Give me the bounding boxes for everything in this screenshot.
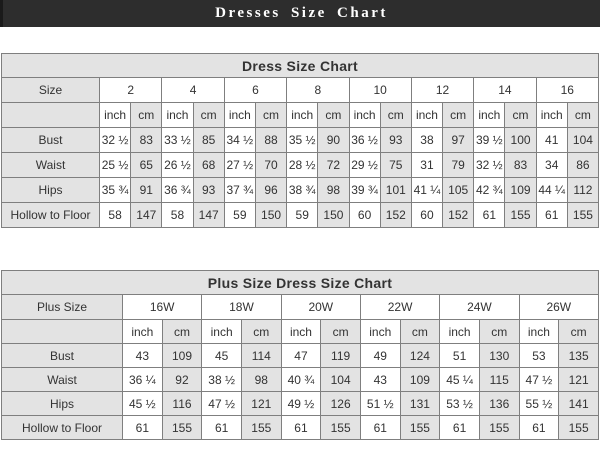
size-value: 2 (100, 78, 162, 103)
measurement-value-cm: 114 (241, 344, 281, 368)
measurement-value-cm: 104 (321, 368, 361, 392)
unit-row-spacer (2, 103, 100, 128)
measurement-row (2, 416, 599, 440)
measurement-value-inch: 45 ¼ (440, 368, 480, 392)
measurement-value-cm: 72 (318, 153, 349, 178)
measurement-label: Hips (2, 392, 123, 416)
unit-label-cm: cm (255, 103, 286, 128)
measurement-value-cm: 112 (567, 178, 598, 203)
measurement-value-cm: 109 (162, 344, 202, 368)
page-header-bar (0, 0, 600, 27)
size-value: 4 (162, 78, 224, 103)
measurement-value-cm: 109 (505, 178, 536, 203)
size-value: 16W (123, 295, 202, 320)
unit-label-inch: inch (536, 103, 567, 128)
measurement-value-inch: 29 ½ (349, 153, 380, 178)
measurement-value-inch: 61 (123, 416, 163, 440)
measurement-value-cm: 92 (162, 368, 202, 392)
measurement-value-inch: 59 (287, 203, 318, 228)
measurement-value-cm: 75 (380, 153, 411, 178)
measurement-value-inch: 39 ½ (474, 128, 505, 153)
measurement-value-cm: 124 (400, 344, 440, 368)
unit-label-inch: inch (162, 103, 193, 128)
unit-label-inch: inch (349, 103, 380, 128)
measurement-value-inch: 47 ½ (519, 368, 559, 392)
measurement-value-cm: 88 (255, 128, 286, 153)
measurement-value-inch: 36 ½ (349, 128, 380, 153)
measurement-value-inch: 49 ½ (281, 392, 321, 416)
size-value: 12 (411, 78, 473, 103)
measurement-value-cm: 93 (193, 178, 224, 203)
unit-label-inch: inch (519, 320, 559, 344)
measurement-value-inch: 36 ¼ (123, 368, 163, 392)
measurement-value-cm: 96 (255, 178, 286, 203)
unit-label-cm: cm (321, 320, 361, 344)
dress-size-chart-table (1, 53, 599, 228)
measurement-value-cm: 116 (162, 392, 202, 416)
measurement-value-inch: 55 ½ (519, 392, 559, 416)
measurement-value-cm: 91 (131, 178, 162, 203)
measurement-value-inch: 39 ¾ (349, 178, 380, 203)
measurement-value-cm: 155 (505, 203, 536, 228)
measurement-row (2, 392, 599, 416)
table-title: Plus Size Dress Size Chart (2, 271, 599, 295)
unit-label-inch: inch (411, 103, 442, 128)
size-value: 10 (349, 78, 411, 103)
measurement-row (2, 368, 599, 392)
measurement-value-cm: 100 (505, 128, 536, 153)
measurement-value-cm: 155 (241, 416, 281, 440)
dress-size-chart-section (1, 53, 599, 228)
measurement-value-inch: 47 ½ (202, 392, 242, 416)
unit-label-cm: cm (567, 103, 598, 128)
measurement-value-cm: 115 (479, 368, 519, 392)
size-row-label: Plus Size (2, 295, 123, 320)
unit-label-cm: cm (559, 320, 599, 344)
measurement-value-cm: 121 (241, 392, 281, 416)
measurement-value-cm: 126 (321, 392, 361, 416)
measurement-value-cm: 155 (559, 416, 599, 440)
measurement-row (2, 153, 599, 178)
size-value: 6 (224, 78, 286, 103)
unit-label-inch: inch (202, 320, 242, 344)
measurement-value-inch: 36 ¾ (162, 178, 193, 203)
measurement-value-inch: 32 ½ (100, 128, 131, 153)
unit-label-inch: inch (224, 103, 255, 128)
unit-label-cm: cm (318, 103, 349, 128)
plus-size-dress-size-chart-table (1, 270, 599, 440)
unit-label-inch: inch (474, 103, 505, 128)
measurement-value-cm: 155 (567, 203, 598, 228)
table-title: Dress Size Chart (2, 54, 599, 78)
size-value: 20W (281, 295, 360, 320)
measurement-value-inch: 51 (440, 344, 480, 368)
unit-label-cm: cm (162, 320, 202, 344)
measurement-value-cm: 98 (318, 178, 349, 203)
measurement-value-inch: 49 (360, 344, 400, 368)
measurement-value-cm: 155 (400, 416, 440, 440)
measurement-value-inch: 40 ¾ (281, 368, 321, 392)
unit-label-cm: cm (131, 103, 162, 128)
plus-size-dress-size-chart-section (1, 270, 599, 440)
measurement-value-cm: 83 (505, 153, 536, 178)
measurement-value-inch: 51 ½ (360, 392, 400, 416)
measurement-value-inch: 47 (281, 344, 321, 368)
measurement-value-inch: 41 ¼ (411, 178, 442, 203)
measurement-value-cm: 150 (318, 203, 349, 228)
measurement-value-inch: 44 ¼ (536, 178, 567, 203)
measurement-value-inch: 38 ¾ (287, 178, 318, 203)
measurement-value-inch: 38 (411, 128, 442, 153)
size-value: 26W (519, 295, 598, 320)
measurement-value-inch: 43 (123, 344, 163, 368)
measurement-value-cm: 109 (400, 368, 440, 392)
measurement-value-inch: 45 ½ (123, 392, 163, 416)
unit-label-cm: cm (380, 103, 411, 128)
measurement-value-inch: 26 ½ (162, 153, 193, 178)
measurement-value-cm: 135 (559, 344, 599, 368)
measurement-value-cm: 90 (318, 128, 349, 153)
measurement-value-cm: 136 (479, 392, 519, 416)
unit-label-cm: cm (443, 103, 474, 128)
measurement-label: Hollow to Floor (2, 203, 100, 228)
unit-label-cm: cm (241, 320, 281, 344)
measurement-value-inch: 35 ½ (287, 128, 318, 153)
measurement-value-cm: 121 (559, 368, 599, 392)
size-value: 22W (360, 295, 439, 320)
measurement-value-inch: 35 ¾ (100, 178, 131, 203)
measurement-value-inch: 34 (536, 153, 567, 178)
measurement-value-cm: 130 (479, 344, 519, 368)
measurement-value-cm: 70 (255, 153, 286, 178)
measurement-value-inch: 61 (536, 203, 567, 228)
measurement-value-inch: 61 (202, 416, 242, 440)
unit-label-inch: inch (100, 103, 131, 128)
measurement-value-cm: 65 (131, 153, 162, 178)
measurement-value-inch: 61 (281, 416, 321, 440)
measurement-value-inch: 32 ½ (474, 153, 505, 178)
measurement-value-inch: 60 (411, 203, 442, 228)
measurement-value-inch: 59 (224, 203, 255, 228)
measurement-label: Hollow to Floor (2, 416, 123, 440)
measurement-value-inch: 25 ½ (100, 153, 131, 178)
unit-label-inch: inch (281, 320, 321, 344)
unit-label-inch: inch (123, 320, 163, 344)
measurement-value-cm: 147 (131, 203, 162, 228)
measurement-label: Waist (2, 368, 123, 392)
measurement-value-cm: 85 (193, 128, 224, 153)
measurement-value-inch: 43 (360, 368, 400, 392)
measurement-value-cm: 147 (193, 203, 224, 228)
measurement-value-inch: 34 ½ (224, 128, 255, 153)
measurement-row (2, 128, 599, 153)
size-value: 16 (536, 78, 598, 103)
measurement-value-inch: 28 ½ (287, 153, 318, 178)
size-value: 14 (474, 78, 536, 103)
unit-label-inch: inch (287, 103, 318, 128)
unit-label-inch: inch (360, 320, 400, 344)
unit-label-inch: inch (440, 320, 480, 344)
measurement-value-cm: 86 (567, 153, 598, 178)
page-title: Dresses Size Chart (215, 5, 388, 21)
measurement-value-cm: 119 (321, 344, 361, 368)
unit-label-cm: cm (193, 103, 224, 128)
unit-label-cm: cm (479, 320, 519, 344)
measurement-value-cm: 131 (400, 392, 440, 416)
measurement-label: Bust (2, 128, 100, 153)
measurement-value-inch: 27 ½ (224, 153, 255, 178)
measurement-value-inch: 61 (360, 416, 400, 440)
measurement-value-inch: 37 ¾ (224, 178, 255, 203)
measurement-value-inch: 61 (519, 416, 559, 440)
unit-row-spacer (2, 320, 123, 344)
measurement-row (2, 344, 599, 368)
measurement-value-cm: 155 (321, 416, 361, 440)
unit-label-cm: cm (505, 103, 536, 128)
measurement-row (2, 178, 599, 203)
measurement-label: Hips (2, 178, 100, 203)
measurement-value-inch: 58 (162, 203, 193, 228)
measurement-label: Bust (2, 344, 123, 368)
measurement-value-cm: 97 (443, 128, 474, 153)
measurement-value-inch: 31 (411, 153, 442, 178)
measurement-value-inch: 53 ½ (440, 392, 480, 416)
measurement-value-cm: 101 (380, 178, 411, 203)
measurement-value-cm: 152 (443, 203, 474, 228)
measurement-value-inch: 61 (474, 203, 505, 228)
measurement-value-inch: 53 (519, 344, 559, 368)
measurement-value-cm: 150 (255, 203, 286, 228)
measurement-value-inch: 45 (202, 344, 242, 368)
measurement-value-inch: 60 (349, 203, 380, 228)
measurement-value-inch: 41 (536, 128, 567, 153)
measurement-value-cm: 155 (162, 416, 202, 440)
measurement-row (2, 203, 599, 228)
measurement-value-cm: 83 (131, 128, 162, 153)
measurement-value-inch: 61 (440, 416, 480, 440)
size-value: 8 (287, 78, 349, 103)
measurement-value-inch: 58 (100, 203, 131, 228)
measurement-value-inch: 38 ½ (202, 368, 242, 392)
measurement-value-cm: 104 (567, 128, 598, 153)
measurement-value-cm: 93 (380, 128, 411, 153)
size-value: 18W (202, 295, 281, 320)
size-value: 24W (440, 295, 519, 320)
measurement-value-cm: 98 (241, 368, 281, 392)
measurement-value-cm: 105 (443, 178, 474, 203)
measurement-value-inch: 33 ½ (162, 128, 193, 153)
measurement-value-cm: 79 (443, 153, 474, 178)
unit-label-cm: cm (400, 320, 440, 344)
measurement-value-cm: 155 (479, 416, 519, 440)
measurement-value-inch: 42 ¾ (474, 178, 505, 203)
size-row-label: Size (2, 78, 100, 103)
measurement-label: Waist (2, 153, 100, 178)
measurement-value-cm: 152 (380, 203, 411, 228)
measurement-value-cm: 68 (193, 153, 224, 178)
measurement-value-cm: 141 (559, 392, 599, 416)
